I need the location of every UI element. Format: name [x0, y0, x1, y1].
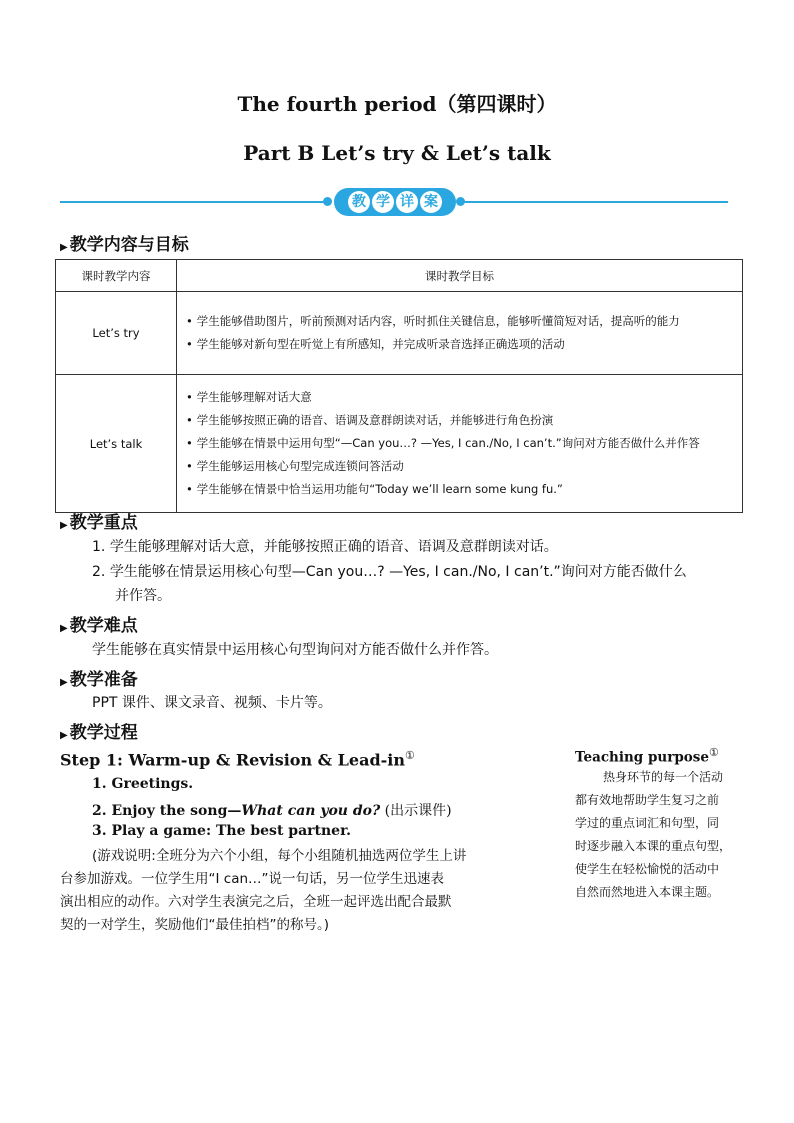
- triangle-bullet-icon: ▶: [60, 730, 68, 741]
- table-row: [56, 292, 743, 375]
- teaching-purpose-body: [575, 766, 755, 904]
- section-heading-preparation: ▶ 教学准备: [60, 670, 138, 690]
- section-heading-process: ▶ 教学过程: [60, 723, 138, 743]
- teaching-purpose-title: Teaching purpose①: [575, 746, 719, 766]
- step1-title: Step 1: Warm-up & Revision & Lead-in①: [60, 749, 415, 770]
- table-header-row: [56, 260, 743, 292]
- game-note-line: 契的一对学生，奖励他们“最佳拍档”的称号。): [60, 917, 330, 933]
- teaching-purpose-line: 使学生在轻松愉悦的活动中: [575, 862, 720, 876]
- key-point-1: 1. 学生能够理解对话大意，并能够按照正确的语音、语调及意群朗读对话。: [92, 539, 558, 555]
- goal-item: • 学生能够对新句型在听觉上有所感知，并完成听录音选择正确选项的活动: [178, 333, 741, 356]
- banner-char: 案: [420, 191, 442, 213]
- table-cell-content: Let’s talk: [56, 375, 177, 513]
- banner-char: 详: [396, 191, 418, 213]
- section-heading-difficulties: ▶ 教学难点: [60, 616, 138, 636]
- page-title: The fourth period（第四课时）: [237, 92, 557, 116]
- game-note-line: 演出相应的动作。六对学生表演完之后，全班一起评选出配合最默: [60, 894, 452, 910]
- difficulties-text: 学生能够在真实情景中运用核心句型询问对方能否做什么并作答。: [92, 642, 498, 658]
- section-banner: [60, 188, 728, 216]
- teaching-purpose-line: 学过的重点词汇和句型，同: [575, 816, 720, 830]
- step-item-song: 2. Enjoy the song—What can you do? (出示课件): [92, 803, 452, 819]
- key-point-2-cont: 并作答。: [115, 588, 171, 604]
- goal-item: • 学生能够理解对话大意: [178, 386, 741, 409]
- step-item-game: 3. Play a game: The best partner.: [92, 823, 352, 839]
- game-note-line: (游戏说明:全班分为六个小组，每个小组随机抽选两位学生上讲: [92, 848, 467, 864]
- banner-char: 学: [372, 191, 394, 213]
- triangle-bullet-icon: ▶: [60, 242, 68, 253]
- goal-item: • 学生能够运用核心句型完成连锁问答活动: [178, 455, 741, 478]
- goal-item: • 学生能够在情景中恰当运用功能句“Today we’ll learn some kung fu.”: [178, 478, 741, 501]
- table-cell-goals: [177, 292, 743, 375]
- table-cell-content: Let’s try: [56, 292, 177, 375]
- preparation-text: PPT 课件、课文录音、视频、卡片等。: [92, 695, 332, 711]
- goal-item: • 学生能够在情景中运用句型“—Can you…? —Yes, I can./No, I can’t.”询问对方能否做什么并作答: [178, 432, 741, 455]
- section-heading-key-points: ▶ 教学重点: [60, 513, 138, 533]
- goal-item: • 学生能够借助图片，听前预测对话内容，听时抓住关键信息，能够听懂简短对话，提高听的能力: [178, 310, 741, 333]
- teaching-purpose-line: 热身环节的每一个活动: [603, 770, 724, 784]
- teaching-purpose-line: 都有效地帮助学生复习之前: [575, 793, 720, 807]
- triangle-bullet-icon: ▶: [60, 520, 68, 531]
- game-note-line: 台参加游戏。一位学生用“I can…”说一句话，另一位学生迅速表: [60, 871, 445, 887]
- objectives-table: [55, 259, 743, 513]
- table-row: [56, 375, 743, 513]
- teaching-purpose-line: 时逐步融入本课的重点句型，: [575, 839, 732, 853]
- triangle-bullet-icon: ▶: [60, 677, 68, 688]
- page-subtitle: Part B Let’s try & Let’s talk: [243, 141, 551, 165]
- step-item-greetings: 1. Greetings.: [92, 776, 194, 792]
- section-heading-objectives: ▶ 教学内容与目标: [60, 235, 189, 255]
- banner-char: 教: [348, 191, 370, 213]
- table-cell-goals: [177, 375, 743, 513]
- table-header-cell: 课时教学目标: [177, 260, 743, 292]
- key-point-2: 2. 学生能够在情景运用核心句型—Can you…? —Yes, I can./No, I can’t.”询问对方能否做什么: [92, 564, 687, 580]
- table-header-cell: 课时教学内容: [56, 260, 177, 292]
- goal-item: • 学生能够按照正确的语音、语调及意群朗读对话，并能够进行角色扮演: [178, 409, 741, 432]
- teaching-purpose-line: 自然而然地进入本课主题。: [575, 885, 720, 899]
- triangle-bullet-icon: ▶: [60, 623, 68, 634]
